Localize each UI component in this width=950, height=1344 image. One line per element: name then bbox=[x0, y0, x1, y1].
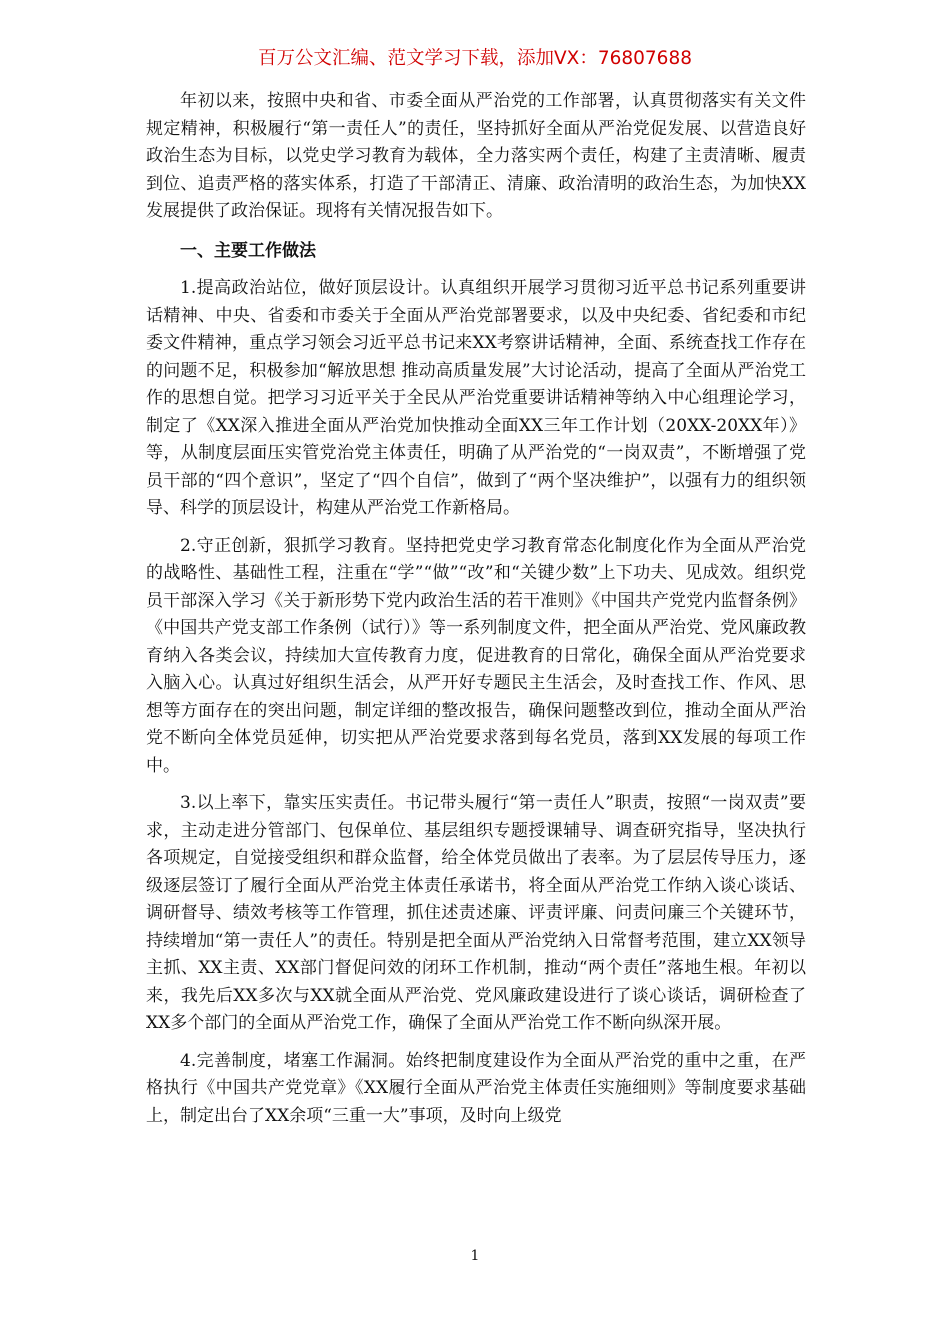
paragraph-1: 1.提高政治站位，做好顶层设计。认真组织开展学习贯彻习近平总书记系列重要讲话精神、中央、省委和市委关于全面从严治党部署要求，以及中央纪委、省纪委和市纪委文件精神，重点学习领会习近平总书记来XX考察讲话精神，全面、系统查找工作存在的问题不足，积极参加“解放思想 推动高质量发展”大讨论活动，提高了全面从严治党工作的思想自觉。把学习习近平关于全民从严治党重要讲话精神等纳入中心组理论学习，制定了《XX深入推进全面从严治党加快推动全面XX三年工作计划（20XX-20XX年）》等，从制度层面压实管党治党主体责任，明确了从严治党的“一岗双责”，不断增强了党员干部的“四个意识”，坚定了“四个自信”，做到了“两个坚决维护”，以强有力的组织领导、科学的顶层设计，构建从严治党工作新格局。 bbox=[146, 278, 806, 518]
intro-paragraph: 年初以来，按照中央和省、市委全面从严治党的工作部署，认真贯彻落实有关文件规定精神，积极履行“第一责任人”的责任，坚持抓好全面从严治党促发展、以营造良好政治生态为目标，以党史学习教育为载体，全力落实两个责任，构建了主责清晰、履责到位、追责严格的落实体系，打造了干部清正、清廉、政治清明的政治生态，为加快XX发展提供了政治保证。现将有关情况报告如下。 bbox=[146, 91, 806, 221]
paragraph-2: 2.守正创新，狠抓学习教育。坚持把党史学习教育常态化制度化作为全面从严治党的战略性、基础性工程，注重在“学”“做”“改”和“关键少数”上下功夫、见成效。组织党员干部深入学习《关于新形势下党内政治生活的若干准则》《中国共产党党内监督条例》《中国共产党支部工作条例（试行）》等一系列制度文件，把全面从严治党、党风廉政教育纳入各类会议，持续加大宣传教育力度，促进教育的日常化，确保全面从严治党要求入脑入心。认真过好组织生活会，从严开好专题民主生活会，及时查找工作、作风、思想等方面存在的突出问题，制定详细的整改报告，确保问题整改到位，推动全面从严治党不断向全体党员延伸，切实把从严治党要求落到每名党员，落到XX发展的每项工作中。 bbox=[146, 535, 806, 776]
section-heading: 一、主要工作做法 bbox=[180, 240, 316, 261]
page-number: 1 bbox=[470, 1248, 480, 1264]
paragraph-4: 4.完善制度，堵塞工作漏洞。始终把制度建设作为全面从严治党的重中之重，在严格执行《中国共产党党章》《XX履行全面从严治党主体责任实施细则》等制度要求基础上，制定出台了XX余项“三重一大”事项，及时向上级党 bbox=[146, 1050, 806, 1126]
watermark-banner: 百万公文汇编、范文学习下载，添加VX：76807688 bbox=[258, 48, 692, 69]
document-body bbox=[146, 88, 806, 1140]
paragraph-3: 3.以上率下，靠实压实责任。书记带头履行“第一责任人”职责，按照“一岗双责”要求，主动走进分管部门、包保单位、基层组织专题授课辅导、调查研究指导，坚决执行各项规定，自觉接受组织和群众监督，给全体党员做出了表率。为了层层传导压力，逐级逐层签订了履行全面从严治党主体责任承诺书，将全面从严治党工作纳入谈心谈话、调研督导、绩效考核等工作管理，抓住述责述廉、评责评廉、问责问廉三个关键环节，持续增加“第一责任人”的责任。特别是把全面从严治党纳入日常督考范围，建立XX领导主抓、XX主责、XX部门督促问效的闭环工作机制，推动“两个责任”落地生根。年初以来，我先后XX多次与XX就全面从严治党、党风廉政建设进行了谈心谈话，调研检查了XX多个部门的全面从严治党工作，确保了全面从严治党工作不断向纵深开展。 bbox=[146, 793, 806, 1033]
